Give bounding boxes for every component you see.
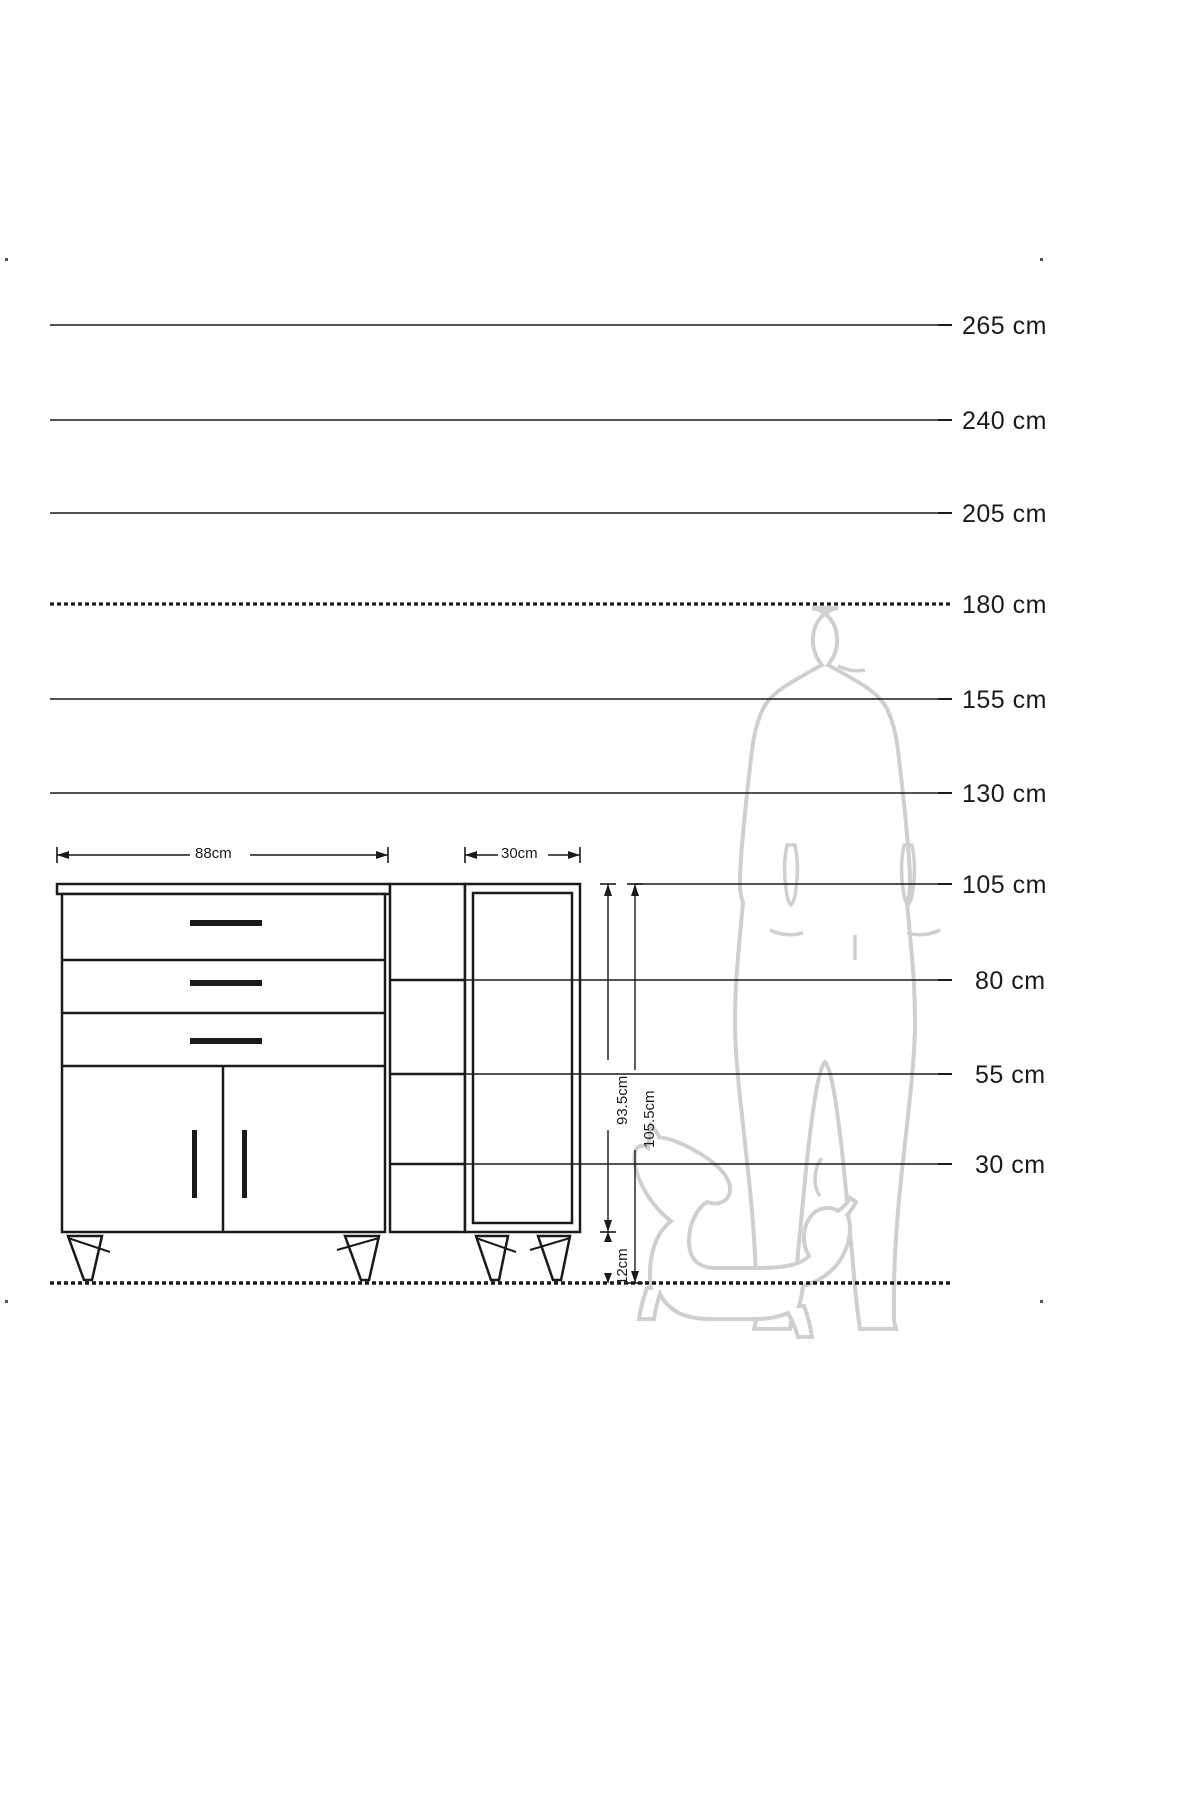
scale-label-80: 80 cm [975, 967, 1046, 995]
corner-mark-top-right [1040, 258, 1043, 261]
scale-label-180: 180 cm [962, 591, 1047, 619]
tall-narrow-cabinet [465, 884, 580, 1280]
scale-label-55: 55 cm [975, 1061, 1046, 1089]
corner-mark-bottom-left [5, 1300, 8, 1303]
dimension-label-105-5cm: 105.5cm [641, 1090, 658, 1148]
dimension-label-30cm: 30cm [501, 845, 538, 862]
scale-label-30: 30 cm [975, 1151, 1046, 1179]
corner-mark-top-left [5, 258, 8, 261]
scale-label-155: 155 cm [962, 686, 1047, 714]
dimension-label-12cm: 12cm [614, 1248, 631, 1285]
scale-label-105: 105 cm [962, 871, 1047, 899]
scale-label-240: 240 cm [962, 407, 1047, 435]
dimension-93-5cm [600, 884, 616, 1232]
scale-label-205: 205 cm [962, 500, 1047, 528]
corner-mark-bottom-right [1040, 1300, 1043, 1303]
scale-label-265: 265 cm [962, 312, 1047, 340]
scale-label-130: 130 cm [962, 780, 1047, 808]
cabinet-side-view [390, 884, 465, 1232]
dimension-12cm [604, 1232, 612, 1283]
sideboard-cabinet [57, 884, 390, 1280]
dimension-label-93-5cm: 93.5cm [614, 1075, 631, 1125]
dimension-label-88cm: 88cm [195, 845, 232, 862]
